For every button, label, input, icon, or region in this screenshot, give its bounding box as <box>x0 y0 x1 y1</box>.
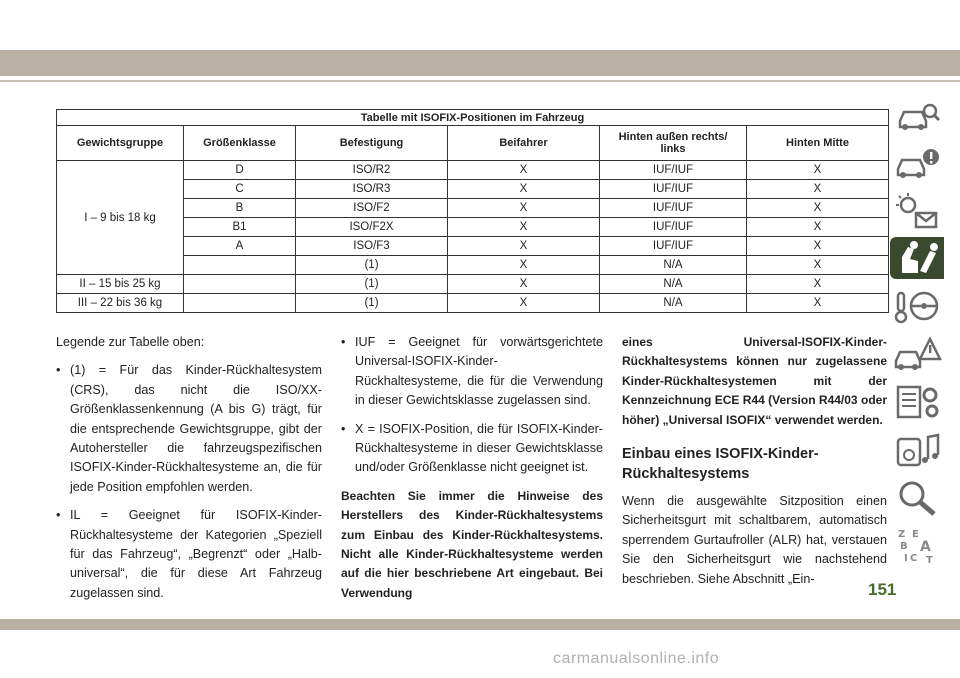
svg-text:I: I <box>904 553 908 564</box>
table-cell: ISO/F3 <box>296 237 448 256</box>
group-label: I – 9 bis 18 kg <box>57 161 184 275</box>
table-cell: X <box>747 161 889 180</box>
car-warning-icon <box>890 333 944 375</box>
body-paragraph: Wenn die ausgewählte Sitzposition einen Sicherheitsgurt mit schaltbarem, automatisch sperrendem Gurtaufroller (ALR) hat, verstauen Sie den Sicherheitsgurt wie nachstehend beschrieben. Siehe Abschnitt „Ein- <box>622 494 887 586</box>
table-cell: ISO/R2 <box>296 161 448 180</box>
table-cell: X <box>747 256 889 275</box>
watermark-text: carmanualsonline.info <box>553 650 720 667</box>
isofix-table <box>56 109 889 313</box>
table-cell: N/A <box>600 256 747 275</box>
magnifier-icon <box>890 477 944 519</box>
table-cell: ISO/F2 <box>296 199 448 218</box>
table-row <box>57 294 889 313</box>
tab-safety[interactable] <box>890 237 944 279</box>
group-label: II – 15 bis 25 kg <box>57 275 184 294</box>
bullet-icon: • <box>341 335 346 349</box>
table-cell: B1 <box>184 218 296 237</box>
svg-text:T: T <box>926 555 933 566</box>
svg-text:C: C <box>910 553 918 564</box>
table-cell: IUF/IUF <box>600 180 747 199</box>
tab-index[interactable] <box>890 525 944 567</box>
tab-settings-list[interactable] <box>890 381 944 423</box>
list-item-text: IL = Geeignet für ISOFIX-Kinder-Rückhaltesysteme der Kategorien „Speziell für das Fahrzeug“, „Begrenzt“ oder „Halb-universal“, die für diese Art Fahrzeug zugelassen sind. <box>70 508 322 600</box>
table-cell <box>184 256 296 275</box>
table-cell: X <box>747 294 889 313</box>
safety-seat-icon <box>890 237 944 279</box>
table-cell: IUF/IUF <box>600 218 747 237</box>
header-passenger: Beifahrer <box>448 126 600 161</box>
bullet-icon: • <box>56 508 61 523</box>
tab-car-search[interactable] <box>890 95 944 137</box>
svg-text:Z: Z <box>898 529 906 540</box>
table-cell: (1) <box>296 256 448 275</box>
table-row <box>57 275 889 294</box>
settings-list-icon <box>890 381 944 423</box>
list-item <box>56 506 322 603</box>
header-rear-outboard: Hinten außen rechts/ links <box>600 126 747 161</box>
table-cell: IUF/IUF <box>600 161 747 180</box>
section-heading: Einbau eines ISOFIX-Kinder-Rückhaltesystems <box>622 446 819 483</box>
warning-lights-icon <box>890 191 944 233</box>
group-label: III – 22 bis 36 kg <box>57 294 184 313</box>
text-column-2 <box>341 333 603 612</box>
table-cell: (1) <box>296 275 448 294</box>
list-item <box>341 420 603 478</box>
bottom-band <box>0 619 960 630</box>
list-item <box>341 333 603 411</box>
installation-note: Beachten Sie immer die Hinweise des Herstellers des Kinder-Rückhaltesystems zum Einbau des Kinder-Rückhaltesystems. Nicht alle Kinder-Rückhaltesysteme werden auf die hier beschriebene Art eingebaut. Bei Verwendung <box>341 488 603 600</box>
table-cell: ISO/R3 <box>296 180 448 199</box>
installation-note-continued: eines Universal-ISOFIX-Kinder-Rückhaltesystems können nur zugelassene Kinder-Rückhaltesystemen mit der Kennzeichnung ECE R44 (Version R44/03 oder höher) „Universal ISOFIX“ verwendet werden. <box>622 335 887 427</box>
table-cell: IUF/IUF <box>600 237 747 256</box>
text-column-1 <box>56 333 322 612</box>
header-weight-group: Gewichtsgruppe <box>57 126 184 161</box>
legend-intro: Legende zur Tabelle oben: <box>56 335 205 349</box>
list-item-text: (1) = Für das Kinder-Rückhaltesystem (CRS), das nicht die ISO/XX-Größenklassenkennung (A bis G) trägt, für die entsprechende Gewichtsgruppe, gibt der Autohersteller die fahrzeugspezifischen ISOFIX-Kinder-Rückhaltesysteme an, die für jede Position empfohlen werden. <box>70 363 322 494</box>
top-band-line <box>0 80 960 82</box>
index-letters-icon <box>890 525 944 567</box>
table-row <box>57 161 889 180</box>
tab-music[interactable] <box>890 429 944 471</box>
table-cell <box>184 275 296 294</box>
svg-text:E: E <box>912 529 919 540</box>
table-cell: (1) <box>296 294 448 313</box>
car-info-icon <box>890 143 944 185</box>
table-cell: X <box>448 275 600 294</box>
table-cell: C <box>184 180 296 199</box>
tab-car-warning[interactable] <box>890 333 944 375</box>
table-cell: X <box>448 256 600 275</box>
table-title: Tabelle mit ISOFIX-Positionen im Fahrzeug <box>57 110 889 126</box>
table-cell: B <box>184 199 296 218</box>
header-size-class: Größenklasse <box>184 126 296 161</box>
tab-steering-key[interactable] <box>890 285 944 327</box>
table-cell: D <box>184 161 296 180</box>
table-cell: ISO/F2X <box>296 218 448 237</box>
svg-text:B: B <box>900 541 908 552</box>
list-item-text: IUF = Geeignet für vorwärtsgerichtete Universal-ISOFIX-Kinder-Rückhaltesysteme, die für die Verwendung in dieser Gewichtsklasse zugelassen sind. <box>355 335 603 408</box>
table-cell: X <box>747 275 889 294</box>
table-cell: N/A <box>600 275 747 294</box>
table-cell: X <box>747 237 889 256</box>
table-cell: X <box>448 180 600 199</box>
list-item <box>56 361 322 497</box>
list-item-text: X = ISOFIX-Position, die für ISOFIX-Kinder-Rückhaltesysteme in dieser Gewichtsklasse und/oder Größenklasse nicht geeignet ist. <box>355 421 603 475</box>
table-cell <box>184 294 296 313</box>
tab-warning-lights[interactable] <box>890 191 944 233</box>
svg-text:A: A <box>920 539 931 555</box>
table-cell: X <box>448 218 600 237</box>
table-cell: IUF/IUF <box>600 199 747 218</box>
music-icon <box>890 429 944 471</box>
table-cell: X <box>448 161 600 180</box>
car-search-icon <box>890 95 944 137</box>
table-cell: X <box>448 199 600 218</box>
table-cell: N/A <box>600 294 747 313</box>
top-band <box>0 50 960 76</box>
table-cell: A <box>184 237 296 256</box>
tab-car-info[interactable] <box>890 143 944 185</box>
header-rear-center: Hinten Mitte <box>747 126 889 161</box>
text-column-3 <box>622 333 887 598</box>
tab-search[interactable] <box>890 477 944 519</box>
table-cell: X <box>448 237 600 256</box>
header-fixture: Befestigung <box>296 126 448 161</box>
table-cell: X <box>747 218 889 237</box>
steering-key-icon <box>890 285 944 327</box>
table-cell: X <box>448 294 600 313</box>
table-cell: X <box>747 199 889 218</box>
bullet-icon: • <box>341 421 346 436</box>
bullet-icon: • <box>56 363 61 378</box>
table-cell: X <box>747 180 889 199</box>
page-number: 151 <box>868 580 897 599</box>
